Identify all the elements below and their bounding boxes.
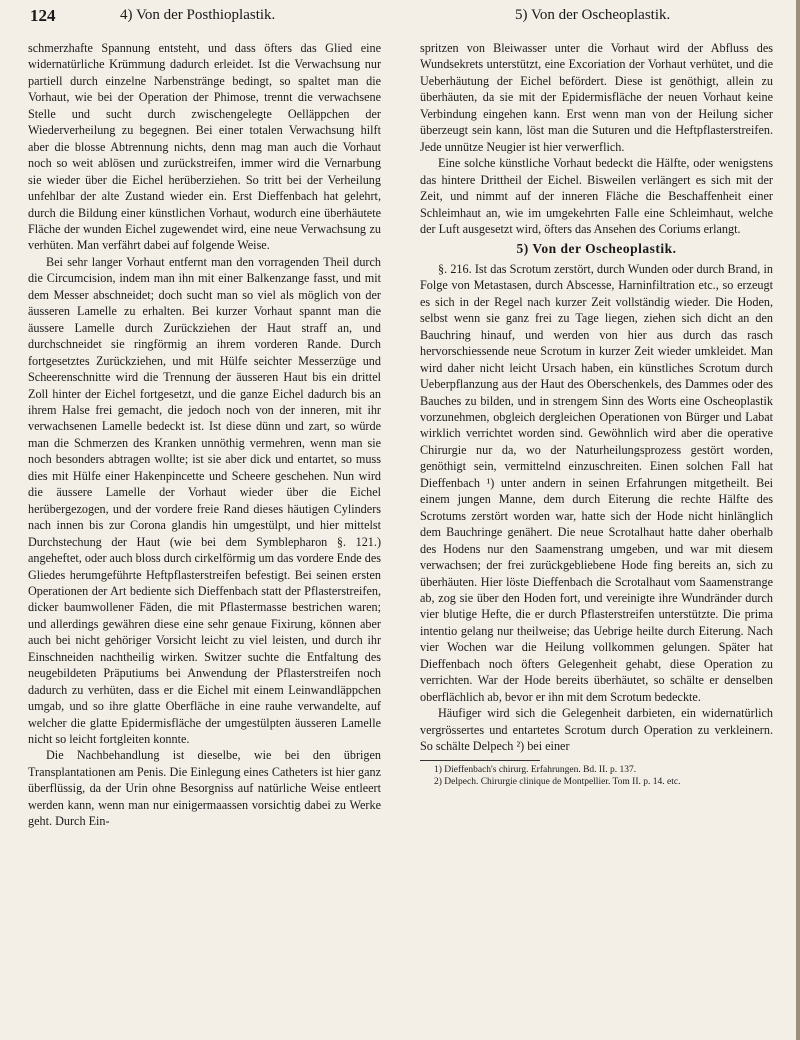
footnotes xyxy=(420,760,773,788)
page-number: 124 xyxy=(30,6,56,25)
page-edge xyxy=(796,0,800,1040)
paragraph: schmerzhafte Spannung entsteht, und dass öfters das Glied eine widernatürliche Krümmung dadurch erleidet. Ist die Verwachsung nur partiell durch einzelne Narbenstränge bedingt, so spaltet man die Vorhaut, wie bei der Operation der Phimose, trennt die verwachsene Stelle und sucht durch zwischengelegte Oelläppchen der Wiederverheilung zu begegnen. Bei einer totalen Verwachsung hilft aber die blosse Abtrennung nichts, denn mag man auch die Vorhaut noch so weit ablösen und zurückstreifen, immer wird die Vernarbung sie wieder über die Eichel herüberziehen. So tritt bei der Verheilung unfehlbar der alte Zustand wieder ein. Erst Dieffenbach hat gelehrt, durch die Bildung einer künstlichen Vorhaut, wodurch eine überhäutete Fläche der wunden Eichel zugewendet wird, eine neue Verwachsung zu verhüten. Man verfährt dabei auf folgende Weise. xyxy=(28,41,381,253)
running-header xyxy=(30,6,770,28)
section-heading: 5) Von der Oscheoplastik. xyxy=(516,241,677,257)
paragraph: Häufiger wird sich die Gelegenheit darbieten, ein widernatürlich vergrössertes und entartetes Scrotum durch Operation zu verkleinern. So schälte Delpech ²) bei einer xyxy=(420,706,773,754)
paragraph: Bei sehr langer Vorhaut entfernt man den vorragenden Theil durch die Circumcision, indem man ihn mit einer Balkenzange fasst, und mit dem Messer abschneidet; doch sucht man so viel als möglich von der äusseren Lamelle zu erhalten. Bei kurzer Vorhaut spannt man die äussere Lamelle durch Zurückziehen der Haut straff an, und durchschneidet sie ringförmig an ihrem vorderen Rande. Durch fortgesetztes Zurückziehen, und mit Hülfe seichter Messerzüge und Scheerenschnitte wird die Trennung der äusseren Haut bis ein drittel Zoll hinter der Eichel fortgesetzt, und die ganze Eichel dadurch bis an ihrem Halse frei gemacht, die jedoch noch von der inneren, mit ihr verwachsenen Lamelle bedeckt ist. Ist diese dünn und zart, so würde man die Schmerzen des Kranken unnöthig vermehren, wenn man sie noch besonders abtragen wollte; ist sie aber dick und entartet, so muss dies mit Hülfe einer Hakenpincette und Scheere geschehen. Nun wird die äussere Lamelle der Vorhaut wieder über die Eichel herübergezogen, und der vordere freie Rand dieses häutigen Cylinders nach innen bis zur Corona glandis hin umgestülpt, und hier mittelst Durchstechung der Haut (wie bei dem Symblepharon §. 121.) angeheftet, oder auch bloss durch cirkelförmig um das vordere Ende des Gliedes herumgeführte Heftpflasterstreifen befestigt. Bei seinen ersten Operationen der Art bediente sich Dieffenbach statt der Pflasterstreifen, dicker baumwollener Fäden, die mit Pflastermasse bestrichen waren; und allerdings gewähren diese eine sehr genaue Fixirung, können aber auch bei nicht gehöriger Vorsicht leicht zu viel leisten, und durch ihr Einschneiden nachtheilig wirken. Switzer suchte die Entfaltung des neugebildeten Präputiums bei Anwendung der Pflasterstreifen noch dadurch zu verhüten, dass er die Eichel mit einem Leinwandläppchen umgab, und so ihre glatte Oberfläche in eine rauhe verwandelte, auf welcher die glatte Epidermisfläche der umgestülpten äusseren Lamelle nicht so leicht fortgleiten konnte. xyxy=(28,254,381,747)
footnote: 1) Dieffenbach's chirurg. Erfahrungen. Bd. II. p. 137. xyxy=(434,765,637,776)
paragraph: Die Nachbehandlung ist dieselbe, wie bei den übrigen Transplantationen am Penis. Die Einlegung eines Catheters ist hier ganz überflüssig, da der Urin ohne Besorgniss auf natürliche Weise entleert werden kann, wenn man nur einigermaassen vorsichtig dabei zu Werke geht. Durch Ein- xyxy=(28,748,381,829)
footnote-divider xyxy=(420,760,540,761)
paragraph: §. 216. Ist das Scrotum zerstört, durch Wunden oder durch Brand, in Folge von Metastasen, durch Abscesse, Harninfiltration etc., so erzeugt es sich in der Regel nach kurzer Zeit vollständig wieder. Die Hoden, selbst wenn sie ganz frei zu Tage liegen, ziehen sich dicht an den Bauchring hinauf, und werden von hier aus durch das rasch hervorschiessende neue Scrotum in kurzer Zeit wieder umkleidet. Man wird daher nicht leicht Ursach haben, ein künstliches Scrotum durch Ueberpflanzung aus der Haut des Oberschenkels, des Dammes oder des Bauches zu bilden, und in strengem Sinn des Worts eine Oscheoplastik vorzunehmen, obgleich dergleichen Operationen von Bürger und Labat wirklich verrichtet worden sind. Gewöhnlich wird aber die operative Chirurgie nur da, wo der Naturheilungsprozess gestört worden, genöthigt sein, vermittelnd einzuschreiten. Einen solchen Fall hat Dieffenbach ¹) unter andern in seinen Erfahrungen mitgetheilt. Bei einem jungen Manne, dem durch Eiterung die rechte Hälfte des Scrotums zerstört worden war, hatte sich der Hode nicht hinlänglich dem Bauchringe genähert. Die neue Scrotalhaut hatte daher oberhalb des Hodens nur den Saamenstrang umgeben, und war mit diesem verwachsen; der frei zurückgebliebene Hode fing bereits an, sich zu überhäuten. Hier löste Dieffenbach die Scrotalhaut vom Saamenstrange ab, zog sie über den Hoden fort, und vereinigte ihre Wundränder durch vier blutige Hefte, die er durch Pflasterstreifen unterstützte. Die prima intentio gelang nur theilweise; das Uebrige heilte durch Eiterung. Nach vier Wochen war die Heilung vollkommen gelungen. Später hat Dieffenbach noch öfters Gelegenheit gehabt, diese Operation zu verrichten. War der Hode bereits überhäutet, so schälte er denselben oberflächlich ab, bevor er ihn mit dem Scrotum bedeckte. xyxy=(420,261,773,704)
left-running-title: 4) Von der Posthioplastik. xyxy=(120,7,276,23)
footnote: 2) Delpech. Chirurgie clinique de Montpellier. Tom II. p. 14. etc. xyxy=(434,777,681,788)
paragraph: spritzen von Bleiwasser unter die Vorhaut wird der Abfluss des Wundsekrets unterstützt, eine Excoriation der Vorhaut verhütet, und die Ueberhäutung der Eichel befördert. Diese ist genöthigt, allein zu überhäuten, da sie mit der Epidermisfläche der neuen Vorhaut keine Verbindung eingehen kann. Erst wenn man von der Heilung sicher überzeugt sein kann, löst man die Suturen und die Heftpflasterstreifen. Jede unnütze Neugier ist hier verwerflich. xyxy=(420,41,773,154)
right-column xyxy=(420,40,773,788)
left-column xyxy=(28,40,381,830)
right-running-title: 5) Von der Oscheoplastik. xyxy=(515,7,671,23)
paragraph: Eine solche künstliche Vorhaut bedeckt die Hälfte, oder wenigstens das hintere Drittheil der Eichel. Bisweilen verlängert es sich mit der Zeit, und nimmt auf der inneren Fläche die Beschaffenheit einer Schleimhaut an, wie im umgekehrten Falle eine Schleimhaut, welche der Luft ausgesetzt wird, öfters das Ansehen des Coriums erlangt. xyxy=(420,156,773,236)
